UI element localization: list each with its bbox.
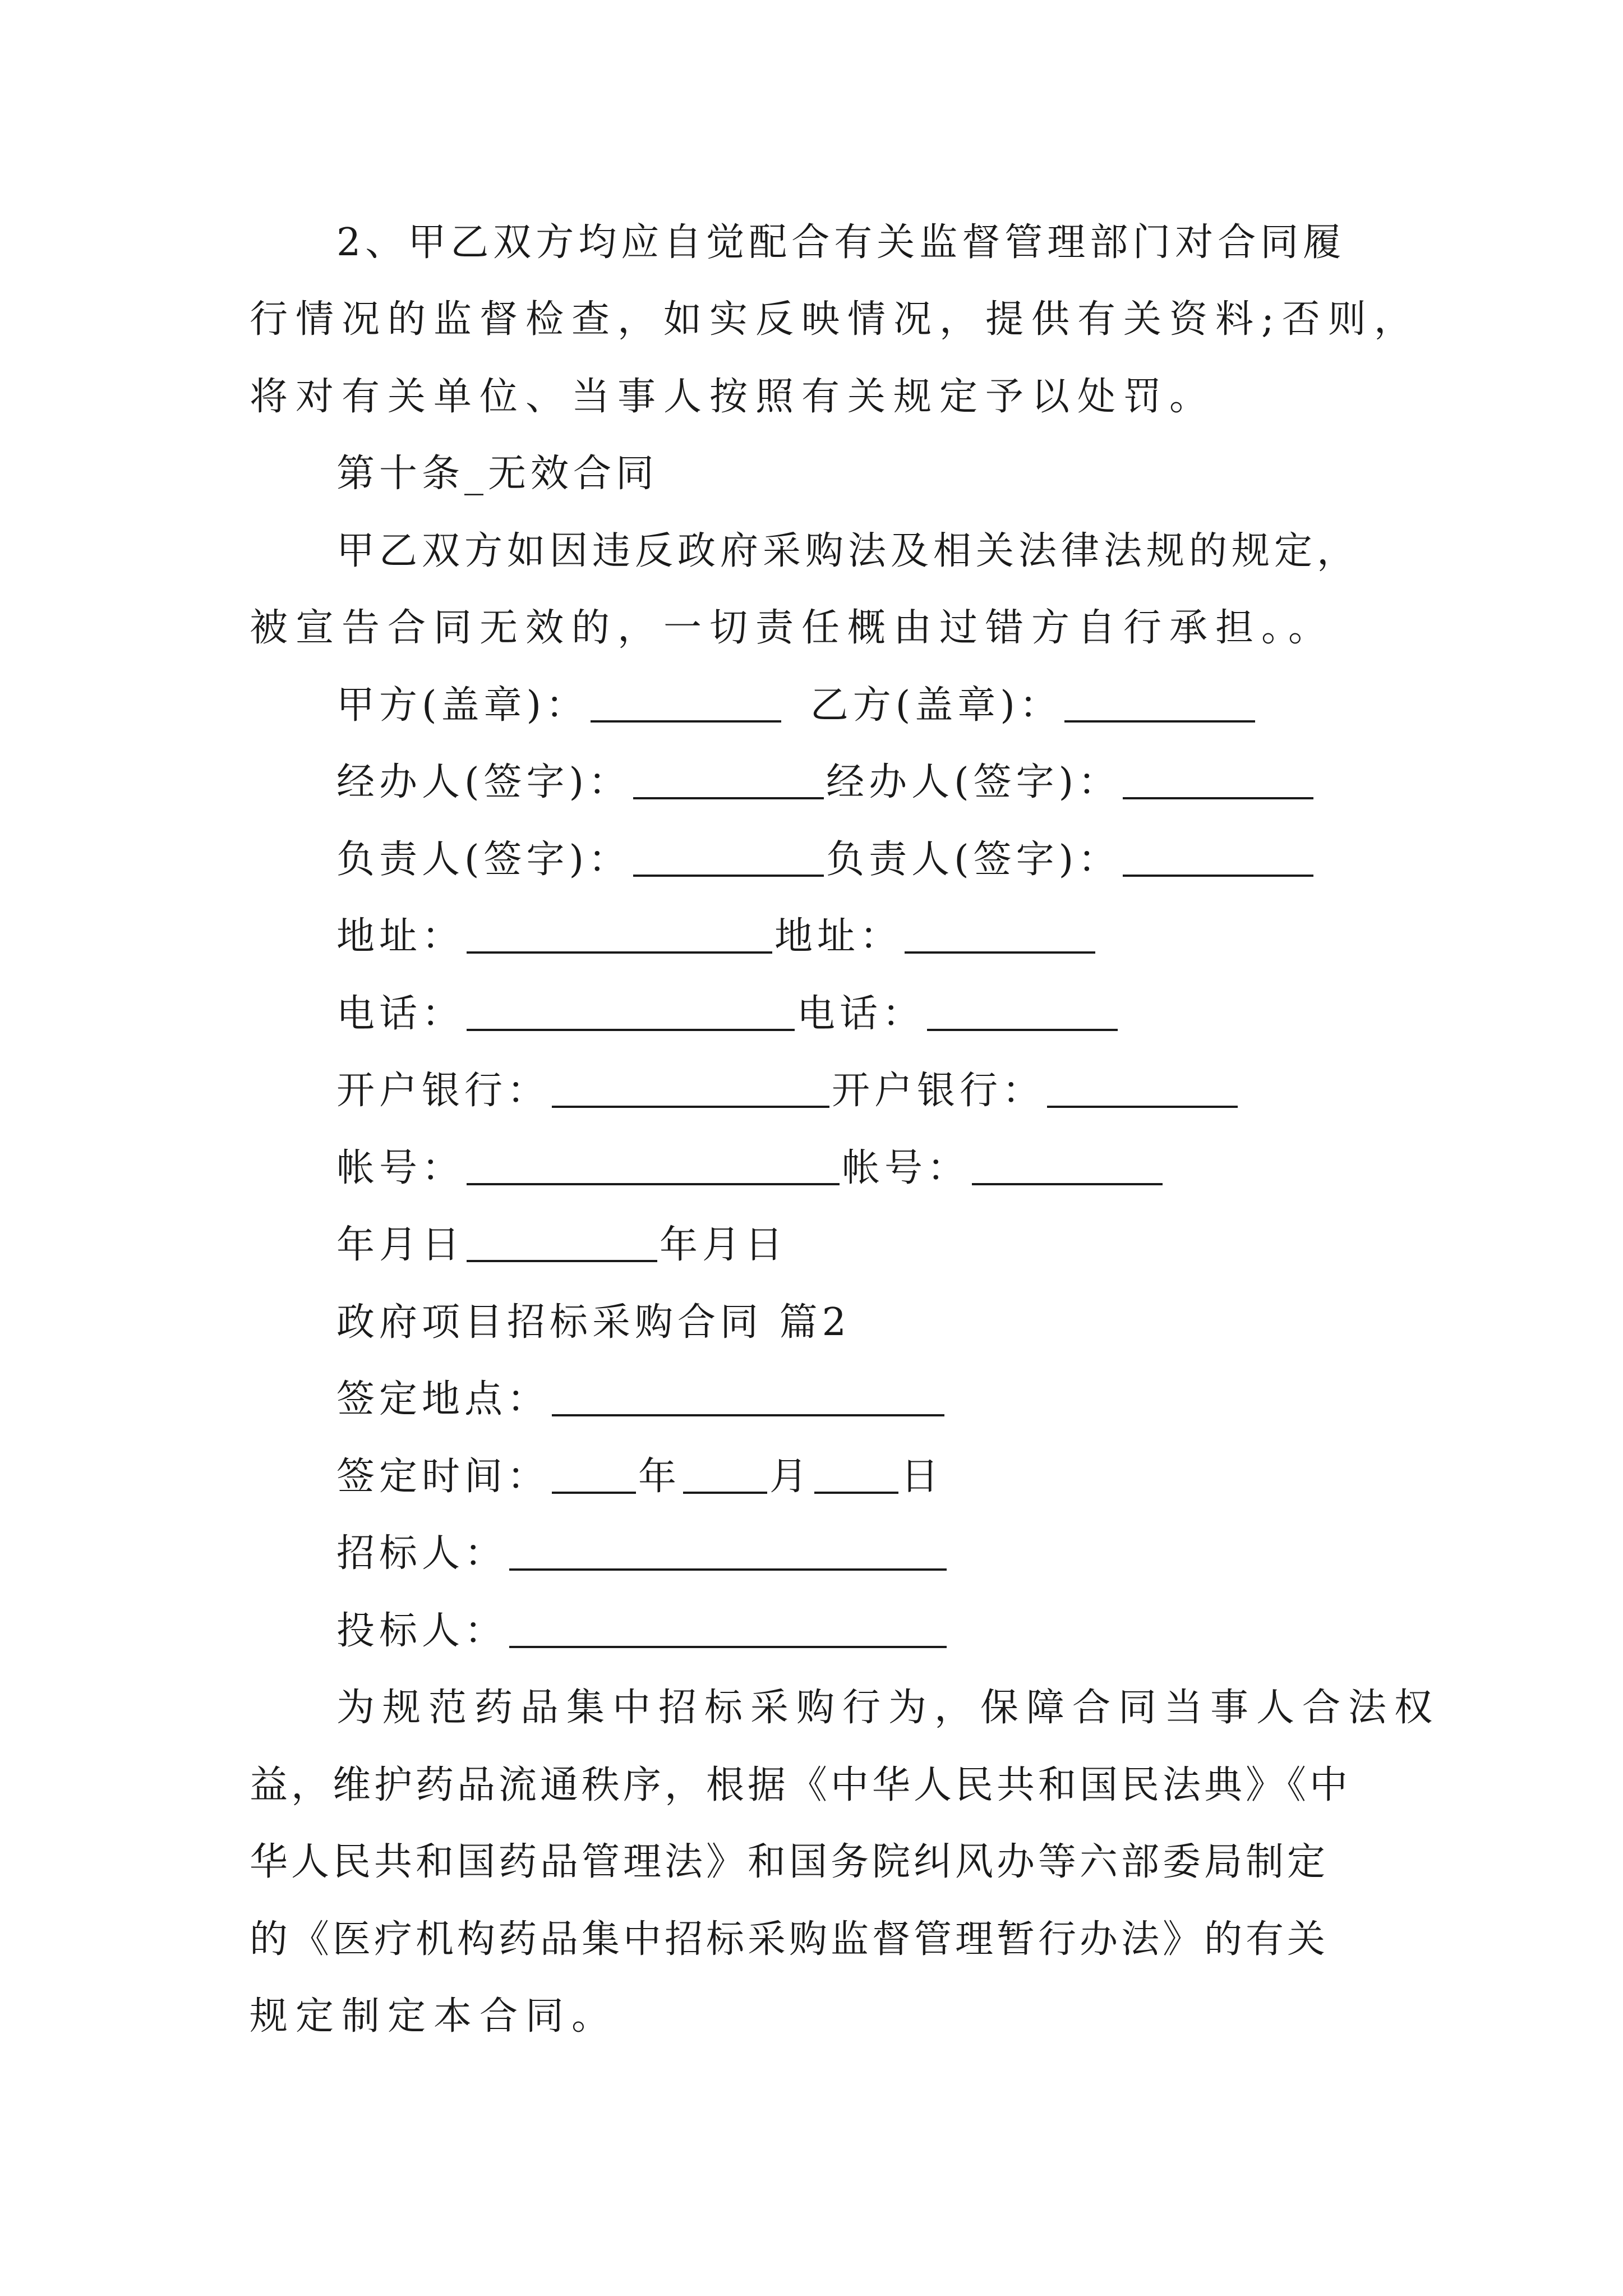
- address-b-blank: [905, 951, 1095, 954]
- phone-b-label: 电话：: [797, 992, 925, 1036]
- phone-a-blank: [467, 1029, 795, 1031]
- day-blank: [814, 1492, 898, 1494]
- agent-a-label: 经办人(签字)：: [336, 760, 631, 804]
- tenderer-row: [336, 1526, 949, 1582]
- phone-a-label: 电话：: [336, 992, 465, 1036]
- preamble-line4: 的《医疗机构药品集中招标采购监督管理暂行办法》的有关: [250, 1917, 1329, 1962]
- bank-row: [336, 1063, 1240, 1119]
- bidder-label: 投标人：: [336, 1609, 508, 1653]
- bank-a-label: 开户银行：: [336, 1069, 550, 1113]
- address-a-label: 地址：: [336, 914, 465, 959]
- tenderer-blank: [509, 1568, 947, 1571]
- sign-place-blank: [552, 1414, 944, 1416]
- contract2-title: 政府项目招标采购合同 篇2: [336, 1300, 851, 1345]
- date-row: [336, 1217, 787, 1273]
- preamble-line1: 为规范药品集中招标采购行为，保障合同当事人合法权: [336, 1686, 1441, 1730]
- clause10-heading: 第十条_无效合同: [336, 452, 659, 496]
- preamble-line3: 华人民共和国药品管理法》和国务院纠风办等六部委局制定: [250, 1840, 1329, 1884]
- head-b-blank: [1123, 875, 1313, 877]
- date-blank: [467, 1260, 657, 1262]
- account-a-label: 帐号：: [336, 1146, 465, 1190]
- preamble-line2: 益，维护药品流通秩序，根据《中华人民共和国民法典》《中: [250, 1763, 1352, 1807]
- date-a-label: 年月日: [336, 1223, 465, 1267]
- sign-time-label: 签定时间：: [336, 1455, 550, 1499]
- bank-a-blank: [552, 1106, 829, 1108]
- address-row: [336, 909, 1098, 965]
- year-blank: [552, 1492, 636, 1494]
- bidder-row: [336, 1603, 949, 1659]
- bank-b-label: 开户银行：: [832, 1069, 1045, 1113]
- phone-b-blank: [927, 1029, 1118, 1031]
- clause9-item2-line3: 将对有关单位、当事人按照有关规定予以处罚。: [250, 375, 1216, 419]
- party-a-seal-blank: [591, 720, 781, 723]
- preamble-line5: 规定制定本合同。: [250, 1994, 618, 2039]
- head-a-blank: [633, 875, 824, 877]
- bidder-blank: [509, 1646, 947, 1648]
- account-row: [336, 1140, 1165, 1197]
- clause10-line1: 甲乙双方如因违反政府采购法及相关法律法规的规定，: [336, 529, 1360, 573]
- sign-place-label: 签定地点：: [336, 1377, 550, 1421]
- head-row: [336, 832, 1316, 888]
- seal-row: [336, 678, 1257, 734]
- agent-b-label: 经办人(签字)：: [826, 760, 1121, 804]
- party-b-seal-label: 乙方(盖章)：: [810, 683, 1062, 728]
- sign-place-row: [336, 1372, 947, 1428]
- address-b-label: 地址：: [774, 914, 903, 959]
- head-a-label: 负责人(签字)：: [336, 838, 631, 882]
- account-a-blank: [467, 1183, 840, 1185]
- address-a-blank: [467, 951, 772, 954]
- clause10-line2: 被宣告合同无效的，一切责任概由过错方自行承担。。: [250, 606, 1335, 650]
- date-b-label: 年月日: [660, 1223, 788, 1267]
- bank-b-blank: [1047, 1106, 1238, 1108]
- day-label: 日: [901, 1455, 944, 1499]
- clause9-item2-line1: 2、甲乙双方均应自觉配合有关监督管理部门对合同履: [336, 220, 1346, 265]
- year-label: 年: [638, 1455, 681, 1499]
- month-blank: [683, 1492, 767, 1494]
- agent-b-blank: [1123, 797, 1313, 799]
- agent-a-blank: [633, 797, 824, 799]
- sign-time-row: [336, 1449, 943, 1505]
- party-b-seal-blank: [1064, 720, 1255, 723]
- month-label: 月: [769, 1455, 813, 1499]
- account-b-label: 帐号：: [842, 1146, 970, 1190]
- head-b-label: 负责人(签字)：: [826, 838, 1121, 882]
- account-b-blank: [972, 1183, 1163, 1185]
- party-a-seal-label: 甲方(盖章)：: [336, 683, 589, 728]
- phone-row: [336, 986, 1120, 1042]
- clause9-item2-line2: 行情况的监督检查，如实反映情况，提供有关资料;否则，: [250, 297, 1420, 342]
- agent-row: [336, 754, 1316, 811]
- tenderer-label: 招标人：: [336, 1531, 508, 1576]
